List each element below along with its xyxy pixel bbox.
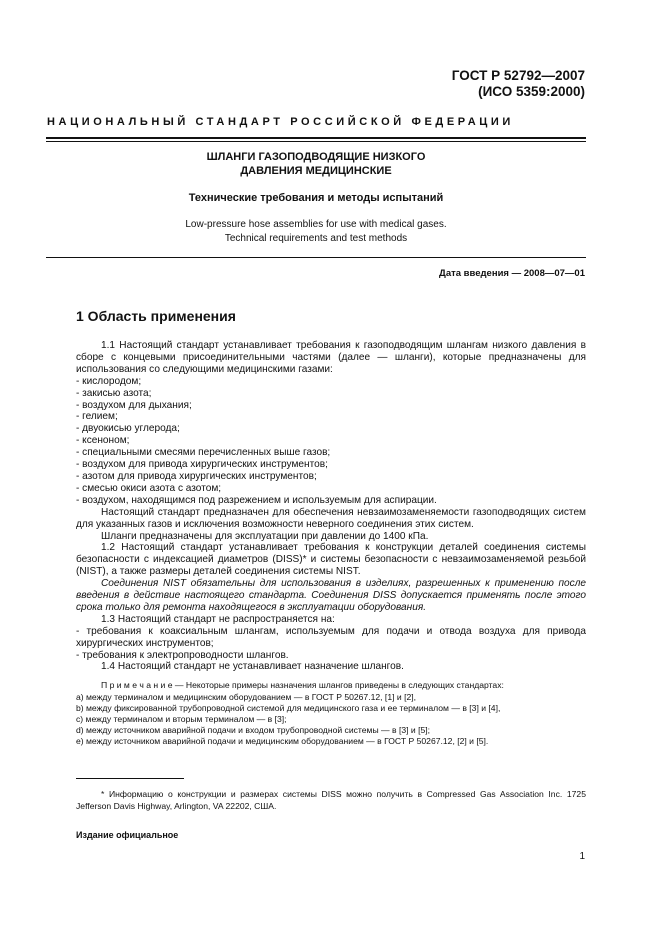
header-rule-thin xyxy=(46,141,586,142)
section-heading: 1 Область применения xyxy=(76,308,236,324)
section-body xyxy=(76,340,586,748)
gas-item: - смесью окиси азота с азотом; xyxy=(76,482,222,494)
note-label: П р и м е ч а н и е xyxy=(101,680,173,691)
introduction-date: Дата введения — 2008—07—01 xyxy=(439,268,585,279)
title-line-1: ШЛАНГИ ГАЗОПОДВОДЯЩИЕ НИЗКОГО xyxy=(206,151,426,163)
header-rule-thick xyxy=(46,137,586,139)
standard-number-block xyxy=(452,68,585,100)
document-title xyxy=(46,150,586,178)
footnote-separator xyxy=(76,778,184,779)
gas-item: - кислородом; xyxy=(76,375,142,387)
iso-number: (ИСО 5359:2000) xyxy=(478,84,585,99)
note-item: d) между источником аварийной подачи и входом трубопроводной системы — в [3] и [5]; xyxy=(76,725,431,736)
document-subtitle: Технические требования и методы испытаний xyxy=(188,192,444,204)
gas-item: - воздухом для дыхания; xyxy=(76,399,192,411)
gas-item: - воздухом для привода хирургических инструментов; xyxy=(76,459,328,471)
gas-item: - двуокисью углерода; xyxy=(76,423,180,435)
standard-number: ГОСТ Р 52792—2007 xyxy=(451,68,585,83)
paragraph-1-2: 1.2 Настоящий стандарт устанавливает требования к конструкции деталей соединения системы безопасности с индексацией диаметров (DISS)* и системы безопасности с невзаимозаменяемой резьбой (NIST), а также размеры деталей соединения системы NIST. xyxy=(76,542,586,578)
paragraph-1-1-b: Настоящий стандарт предназначен для обеспечения невзаимозаменяемости газоподводящих систем для указанных газов и исключения возможности неверного соединения этих систем. xyxy=(76,506,586,530)
gas-item: - ксеноном; xyxy=(76,435,130,447)
note-intro: — Некоторые примеры назначения шлангов приведены в следующих стандартах: xyxy=(172,680,504,691)
gas-item: - гелием; xyxy=(76,411,118,423)
edition-label: Издание официальное xyxy=(76,830,179,840)
exclusion-item: - требования к электропроводности шлангов. xyxy=(76,649,289,661)
title-bottom-rule xyxy=(46,257,586,258)
english-title xyxy=(46,218,586,246)
note-block xyxy=(76,680,586,747)
exclusion-item: - требования к коаксиальным шлангам, используемым для подачи и отвода воздуха для привода хирургических инструментов; xyxy=(76,625,586,649)
paragraph-1-2-italic: Соединения NIST обязательны для использования в изделиях, разрешенных к применению после введения в действие настоящего стандарта. Соединения DISS допускается применять после этого срока только для ремонта находящегося в эксплуатации оборудования. xyxy=(76,578,586,613)
paragraph-1-3: 1.3 Настоящий стандарт не распространяется на: xyxy=(101,613,335,625)
page-number: 1 xyxy=(579,851,585,862)
english-title-line-2: Technical requirements and test methods xyxy=(224,233,408,244)
note-item: c) между терминалом и вторым терминалом — в [3]; xyxy=(76,713,287,724)
gas-item: - воздухом, находящимся под разрежением и используемым для аспирации. xyxy=(76,494,437,506)
gas-item: - специальными смесями перечисленных выше газов; xyxy=(76,447,331,459)
paragraph-1-4: 1.4 Настоящий стандарт не устанавливает назначение шлангов. xyxy=(101,661,404,673)
note-item: a) между терминалом и медицинским оборудованием — в ГОСТ Р 50267.12, [1] и [2], xyxy=(76,691,417,702)
note-item: e) между источником аварийной подачи и медицинским оборудованием — в ГОСТ Р 50267.12, [2] и [5]. xyxy=(76,736,489,747)
paragraph-1-1-c: Шланги предназначены для эксплуатации при давлении до 1400 кПа. xyxy=(101,530,429,542)
paragraph-1-1: 1.1 Настоящий стандарт устанавливает требования к газоподводящим шлангам низкого давления в сборе с концевыми присоединительными частями (далее — шланги), которые предназначены для использования со следующими медицинскими газами: xyxy=(76,340,586,375)
gas-item: - азотом для привода хирургических инструментов; xyxy=(76,470,317,482)
national-standard-heading: НАЦИОНАЛЬНЫЙ СТАНДАРТ РОССИЙСКОЙ ФЕДЕРАЦИИ xyxy=(47,116,514,128)
footnote xyxy=(76,788,586,812)
gas-item: - закисью азота; xyxy=(76,387,152,399)
title-line-2: ДАВЛЕНИЯ МЕДИЦИНСКИЕ xyxy=(240,165,392,177)
footnote-text: * Информацию о конструкции и размерах системы DISS можно получить в Compressed Gas Association Inc. 1725 Jefferson Davis Highway, Arlington, VA 22202, США. xyxy=(76,789,586,811)
english-title-line-1: Low-pressure hose assemblies for use with medical gases. xyxy=(185,219,447,230)
note-item: b) между фиксированной трубопроводной системой для медицинского газа и ее терминалом — в [3] и [4], xyxy=(76,702,501,713)
